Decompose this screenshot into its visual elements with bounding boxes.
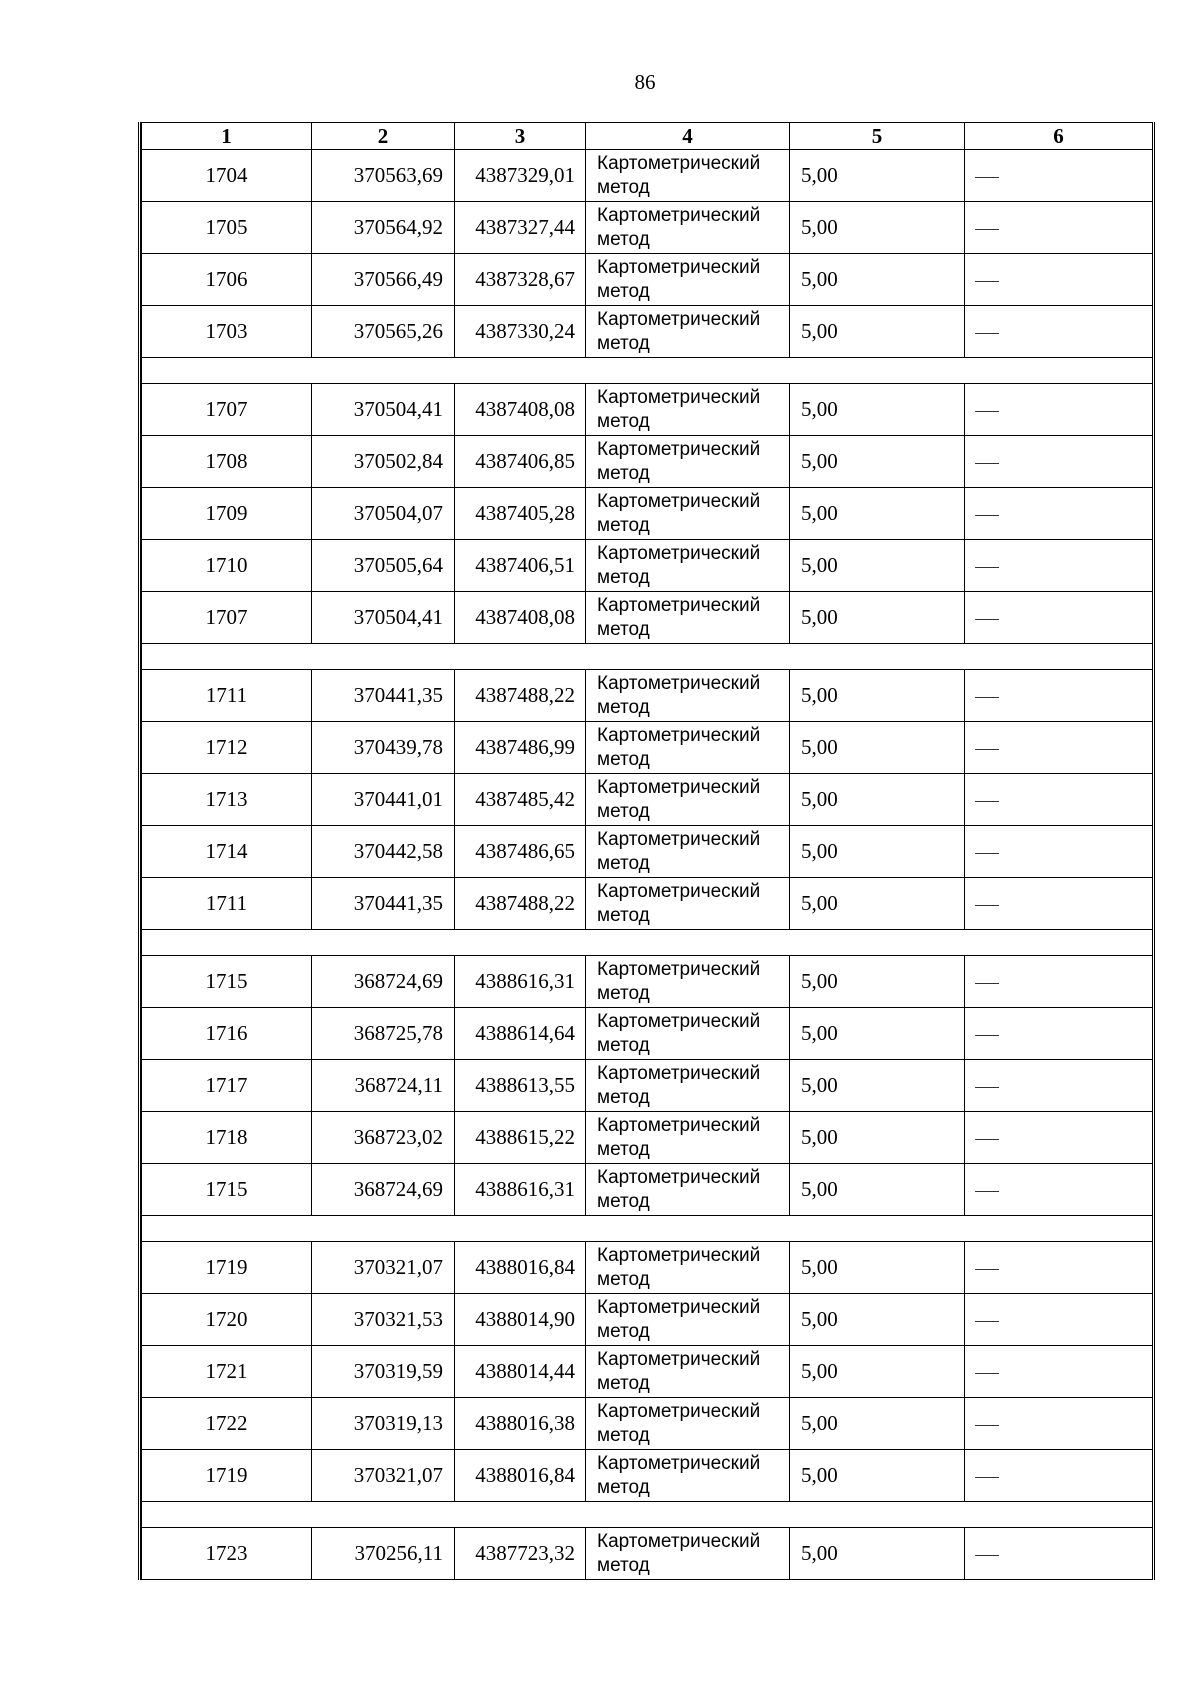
description-cell [965,384,1153,436]
x-coordinate-cell: 370563,69 [312,150,455,202]
x-coordinate-cell: 370504,07 [312,488,455,540]
table-row [142,1242,1153,1294]
y-coordinate-cell: 4387408,08 [455,384,586,436]
point-number-cell: 1719 [142,1450,312,1502]
method-cell: Картометрический метод [586,150,790,202]
separator-cell [142,358,1153,384]
header-row [142,123,1153,150]
dash-mark [975,463,999,464]
point-number-cell: 1714 [142,826,312,878]
description-cell [965,878,1153,930]
y-coordinate-cell: 4387328,67 [455,254,586,306]
description-cell [965,1450,1153,1502]
point-number-cell: 1707 [142,592,312,644]
accuracy-cell: 5,00 [790,384,965,436]
method-cell: Картометрический метод [586,1164,790,1216]
point-number-cell: 1718 [142,1112,312,1164]
accuracy-cell: 5,00 [790,1242,965,1294]
y-coordinate-cell: 4388014,90 [455,1294,586,1346]
accuracy-cell: 5,00 [790,1346,965,1398]
x-coordinate-cell: 370442,58 [312,826,455,878]
accuracy-cell: 5,00 [790,826,965,878]
x-coordinate-cell: 368725,78 [312,1008,455,1060]
point-number-cell: 1708 [142,436,312,488]
point-number-cell: 1722 [142,1398,312,1450]
accuracy-cell: 5,00 [790,1164,965,1216]
description-cell [965,1060,1153,1112]
table-row [142,436,1153,488]
y-coordinate-cell: 4387486,99 [455,722,586,774]
description-cell [965,1112,1153,1164]
x-coordinate-cell: 370321,07 [312,1450,455,1502]
y-coordinate-cell: 4387485,42 [455,774,586,826]
dash-mark [975,1555,999,1556]
table-row [142,1346,1153,1398]
table-row [142,1008,1153,1060]
dash-mark [975,853,999,854]
table-row [142,306,1153,358]
table-body [142,150,1153,1580]
accuracy-cell: 5,00 [790,670,965,722]
group-separator-row [142,358,1153,384]
table-row [142,384,1153,436]
x-coordinate-cell: 370439,78 [312,722,455,774]
point-number-cell: 1704 [142,150,312,202]
x-coordinate-cell: 370504,41 [312,384,455,436]
accuracy-cell: 5,00 [790,436,965,488]
y-coordinate-cell: 4388613,55 [455,1060,586,1112]
dash-mark [975,1087,999,1088]
x-coordinate-cell: 370256,11 [312,1528,455,1580]
point-number-cell: 1703 [142,306,312,358]
y-coordinate-cell: 4387327,44 [455,202,586,254]
y-coordinate-cell: 4388616,31 [455,956,586,1008]
point-number-cell: 1712 [142,722,312,774]
method-cell: Картометрический метод [586,1398,790,1450]
point-number-cell: 1716 [142,1008,312,1060]
x-coordinate-cell: 370564,92 [312,202,455,254]
x-coordinate-cell: 370319,13 [312,1398,455,1450]
y-coordinate-cell: 4388616,31 [455,1164,586,1216]
method-cell: Картометрический метод [586,1060,790,1112]
dash-mark [975,619,999,620]
method-cell: Картометрический метод [586,488,790,540]
column-header: 2 [312,123,455,150]
description-cell [965,1008,1153,1060]
y-coordinate-cell: 4388614,64 [455,1008,586,1060]
accuracy-cell: 5,00 [790,1060,965,1112]
description-cell [965,150,1153,202]
separator-cell [142,1502,1153,1528]
separator-cell [142,930,1153,956]
description-cell [965,1346,1153,1398]
table-row [142,826,1153,878]
description-cell [965,592,1153,644]
x-coordinate-cell: 370319,59 [312,1346,455,1398]
dash-mark [975,1373,999,1374]
point-number-cell: 1710 [142,540,312,592]
table-row [142,1528,1153,1580]
method-cell: Картометрический метод [586,1242,790,1294]
point-number-cell: 1711 [142,670,312,722]
dash-mark [975,1269,999,1270]
table-row [142,488,1153,540]
y-coordinate-cell: 4387329,01 [455,150,586,202]
point-number-cell: 1715 [142,956,312,1008]
column-header: 5 [790,123,965,150]
description-cell [965,1164,1153,1216]
method-cell: Картометрический метод [586,774,790,826]
table-row [142,592,1153,644]
description-cell [965,202,1153,254]
description-cell [965,774,1153,826]
coordinates-table-wrapper [138,122,1155,1580]
point-number-cell: 1707 [142,384,312,436]
description-cell [965,670,1153,722]
table-row [142,150,1153,202]
column-header: 6 [965,123,1153,150]
table-row [142,540,1153,592]
method-cell: Картометрический метод [586,436,790,488]
table-row [142,1450,1153,1502]
point-number-cell: 1717 [142,1060,312,1112]
x-coordinate-cell: 370565,26 [312,306,455,358]
method-cell: Картометрический метод [586,1528,790,1580]
x-coordinate-cell: 370441,01 [312,774,455,826]
dash-mark [975,1425,999,1426]
column-header: 3 [455,123,586,150]
y-coordinate-cell: 4388016,38 [455,1398,586,1450]
column-header: 4 [586,123,790,150]
point-number-cell: 1706 [142,254,312,306]
dash-mark [975,905,999,906]
table-row [142,254,1153,306]
method-cell: Картометрический метод [586,1008,790,1060]
point-number-cell: 1721 [142,1346,312,1398]
y-coordinate-cell: 4388016,84 [455,1450,586,1502]
description-cell [965,540,1153,592]
table-row [142,878,1153,930]
dash-mark [975,801,999,802]
point-number-cell: 1713 [142,774,312,826]
table-row [142,202,1153,254]
accuracy-cell: 5,00 [790,1398,965,1450]
x-coordinate-cell: 370504,41 [312,592,455,644]
separator-cell [142,644,1153,670]
method-cell: Картометрический метод [586,384,790,436]
y-coordinate-cell: 4387488,22 [455,878,586,930]
accuracy-cell: 5,00 [790,1008,965,1060]
dash-mark [975,515,999,516]
accuracy-cell: 5,00 [790,202,965,254]
coordinates-table [141,122,1153,1580]
method-cell: Картометрический метод [586,670,790,722]
x-coordinate-cell: 370321,53 [312,1294,455,1346]
accuracy-cell: 5,00 [790,878,965,930]
method-cell: Картометрический метод [586,202,790,254]
accuracy-cell: 5,00 [790,774,965,826]
y-coordinate-cell: 4387486,65 [455,826,586,878]
y-coordinate-cell: 4387330,24 [455,306,586,358]
dash-mark [975,1321,999,1322]
column-header: 1 [142,123,312,150]
accuracy-cell: 5,00 [790,1112,965,1164]
x-coordinate-cell: 370502,84 [312,436,455,488]
dash-mark [975,983,999,984]
method-cell: Картометрический метод [586,1112,790,1164]
point-number-cell: 1723 [142,1528,312,1580]
accuracy-cell: 5,00 [790,150,965,202]
dash-mark [975,229,999,230]
y-coordinate-cell: 4387488,22 [455,670,586,722]
method-cell: Картометрический метод [586,722,790,774]
description-cell [965,254,1153,306]
table-row [142,670,1153,722]
dash-mark [975,749,999,750]
description-cell [965,1294,1153,1346]
group-separator-row [142,930,1153,956]
dash-mark [975,177,999,178]
point-number-cell: 1719 [142,1242,312,1294]
y-coordinate-cell: 4388014,44 [455,1346,586,1398]
dash-mark [975,1191,999,1192]
point-number-cell: 1715 [142,1164,312,1216]
description-cell [965,306,1153,358]
group-separator-row [142,1216,1153,1242]
dash-mark [975,567,999,568]
y-coordinate-cell: 4387406,85 [455,436,586,488]
method-cell: Картометрический метод [586,826,790,878]
table-row [142,1112,1153,1164]
point-number-cell: 1711 [142,878,312,930]
method-cell: Картометрический метод [586,878,790,930]
point-number-cell: 1720 [142,1294,312,1346]
method-cell: Картометрический метод [586,956,790,1008]
accuracy-cell: 5,00 [790,722,965,774]
x-coordinate-cell: 370441,35 [312,670,455,722]
accuracy-cell: 5,00 [790,592,965,644]
y-coordinate-cell: 4388615,22 [455,1112,586,1164]
method-cell: Картометрический метод [586,1450,790,1502]
description-cell [965,722,1153,774]
description-cell [965,1398,1153,1450]
dash-mark [975,333,999,334]
x-coordinate-cell: 370441,35 [312,878,455,930]
description-cell [965,488,1153,540]
y-coordinate-cell: 4387406,51 [455,540,586,592]
dash-mark [975,697,999,698]
description-cell [965,956,1153,1008]
accuracy-cell: 5,00 [790,306,965,358]
method-cell: Картометрический метод [586,592,790,644]
separator-cell [142,1216,1153,1242]
table-row [142,1060,1153,1112]
description-cell [965,1528,1153,1580]
y-coordinate-cell: 4388016,84 [455,1242,586,1294]
point-number-cell: 1705 [142,202,312,254]
accuracy-cell: 5,00 [790,540,965,592]
description-cell [965,436,1153,488]
table-row [142,1294,1153,1346]
method-cell: Картометрический метод [586,1294,790,1346]
dash-mark [975,281,999,282]
x-coordinate-cell: 370566,49 [312,254,455,306]
dash-mark [975,1139,999,1140]
dash-mark [975,1035,999,1036]
accuracy-cell: 5,00 [790,1294,965,1346]
y-coordinate-cell: 4387408,08 [455,592,586,644]
x-coordinate-cell: 368724,11 [312,1060,455,1112]
accuracy-cell: 5,00 [790,1450,965,1502]
accuracy-cell: 5,00 [790,488,965,540]
page-number: 86 [634,70,656,94]
table-row [142,774,1153,826]
x-coordinate-cell: 368723,02 [312,1112,455,1164]
table-row [142,722,1153,774]
method-cell: Картометрический метод [586,254,790,306]
group-separator-row [142,1502,1153,1528]
dash-mark [975,411,999,412]
method-cell: Картометрический метод [586,306,790,358]
accuracy-cell: 5,00 [790,956,965,1008]
dash-mark [975,1477,999,1478]
x-coordinate-cell: 370505,64 [312,540,455,592]
x-coordinate-cell: 370321,07 [312,1242,455,1294]
x-coordinate-cell: 368724,69 [312,1164,455,1216]
group-separator-row [142,644,1153,670]
description-cell [965,826,1153,878]
method-cell: Картометрический метод [586,540,790,592]
table-row [142,1398,1153,1450]
x-coordinate-cell: 368724,69 [312,956,455,1008]
y-coordinate-cell: 4387723,32 [455,1528,586,1580]
point-number-cell: 1709 [142,488,312,540]
method-cell: Картометрический метод [586,1346,790,1398]
accuracy-cell: 5,00 [790,1528,965,1580]
accuracy-cell: 5,00 [790,254,965,306]
table-row [142,1164,1153,1216]
y-coordinate-cell: 4387405,28 [455,488,586,540]
description-cell [965,1242,1153,1294]
table-row [142,956,1153,1008]
